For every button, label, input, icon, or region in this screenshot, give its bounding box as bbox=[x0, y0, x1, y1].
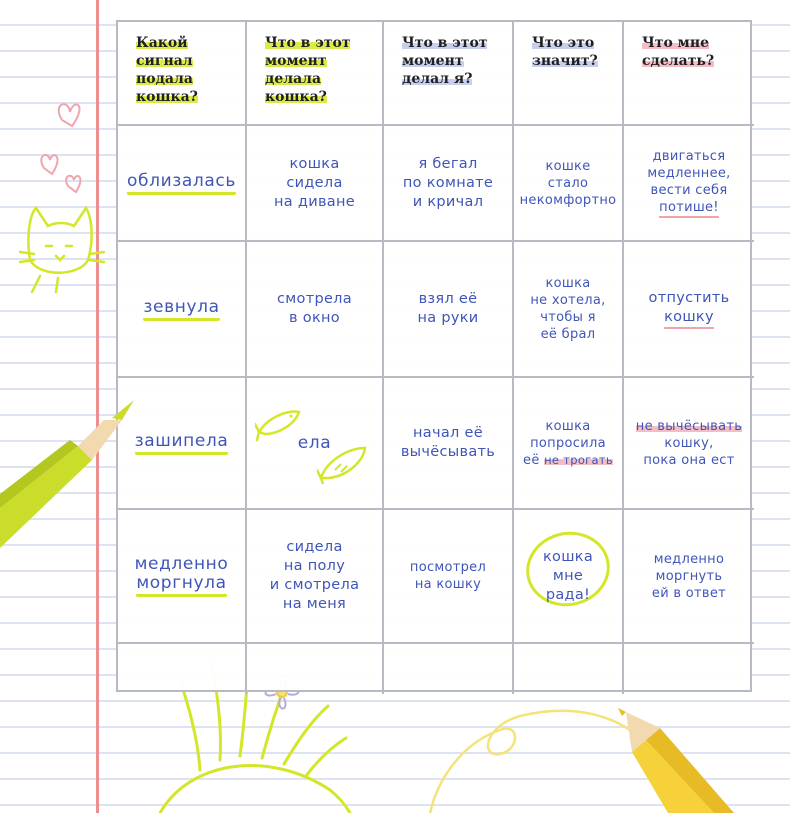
cell-line: по комнате bbox=[402, 174, 494, 191]
header-text: делала bbox=[265, 71, 322, 87]
cell-line: кошке bbox=[545, 158, 591, 174]
cell-line: кошка bbox=[289, 155, 340, 172]
green-pencil-icon bbox=[0, 400, 134, 548]
cell-line: вычёсывать bbox=[400, 444, 496, 460]
cell-line: кошку bbox=[664, 308, 714, 329]
cell-line: на кошку bbox=[414, 577, 482, 592]
header-text: значит? bbox=[532, 53, 598, 69]
cell-line: стало bbox=[547, 175, 589, 191]
cell-line: чтобы я bbox=[540, 310, 596, 325]
cell-line: ела bbox=[297, 432, 332, 453]
cell-line: и кричал bbox=[412, 193, 484, 210]
cell-line: кошку, bbox=[664, 435, 714, 451]
signal-text: зашипела bbox=[135, 432, 229, 455]
cell-line: кошка bbox=[542, 548, 594, 565]
cell-line: двигаться bbox=[652, 149, 726, 164]
cell-line: отпустить bbox=[648, 290, 730, 306]
cell-line: не вычёсывать bbox=[635, 418, 743, 434]
cell-line: медленно bbox=[653, 551, 725, 567]
cell-line: и смотрела bbox=[269, 577, 360, 593]
cell-line: сидела bbox=[286, 539, 343, 555]
cell-line: начал её bbox=[413, 425, 483, 441]
cell-line: попросила bbox=[530, 435, 606, 451]
cell-line: на диване bbox=[274, 193, 355, 210]
cell-line: на руки bbox=[417, 310, 479, 326]
cell-line: её bbox=[523, 452, 540, 468]
cell-line: потише! bbox=[659, 199, 719, 218]
cell-line: рада! bbox=[545, 586, 591, 603]
header-text: делал я? bbox=[402, 71, 473, 87]
cell-line: смотрела bbox=[277, 291, 352, 307]
signal-text: облизалась bbox=[127, 172, 236, 195]
header-text: сделать? bbox=[642, 53, 715, 69]
header-text: Что мне bbox=[642, 35, 709, 51]
header-text: Что в этот bbox=[265, 35, 351, 51]
cell-line: не хотела, bbox=[530, 293, 606, 308]
header-text: Что в этот bbox=[402, 35, 488, 51]
header-text: момент bbox=[265, 53, 327, 69]
cell-line: в окно bbox=[289, 310, 340, 326]
signal-text: медленно bbox=[134, 554, 229, 574]
cell-line: сидела bbox=[286, 174, 343, 191]
cell-line: ей в ответ bbox=[651, 585, 727, 601]
cell-line: моргнуть bbox=[655, 568, 723, 584]
header-text: Какой bbox=[136, 35, 188, 51]
cell-line: кошка bbox=[545, 276, 591, 291]
header-text: Что это bbox=[532, 35, 595, 51]
cell-line: кошка bbox=[545, 418, 591, 434]
signal-text: моргнула bbox=[136, 574, 226, 597]
cell-line: посмотрел bbox=[409, 560, 487, 575]
cell-line: взял её bbox=[418, 291, 478, 307]
cell-line: мне bbox=[552, 567, 584, 584]
signal-text: зевнула bbox=[143, 298, 219, 321]
cell-line: пока она ест bbox=[643, 452, 735, 468]
cell-line: не трогать bbox=[544, 452, 613, 467]
cell-line: медленнее, bbox=[647, 166, 731, 181]
cell-line: её брал bbox=[540, 327, 596, 342]
cell-line: я бегал bbox=[418, 155, 478, 172]
header-text: кошка? bbox=[136, 89, 198, 105]
header-text: подала bbox=[136, 71, 193, 87]
cell-line: некомфортно bbox=[519, 192, 617, 208]
header-text: кошка? bbox=[265, 89, 327, 105]
cell-line: вести себя bbox=[650, 183, 728, 198]
yellow-pencil-icon bbox=[618, 708, 734, 813]
header-text: сигнал bbox=[136, 53, 193, 69]
cell-line: на полу bbox=[283, 558, 346, 574]
header-text: момент bbox=[402, 53, 464, 69]
cell-line: на меня bbox=[282, 596, 347, 612]
